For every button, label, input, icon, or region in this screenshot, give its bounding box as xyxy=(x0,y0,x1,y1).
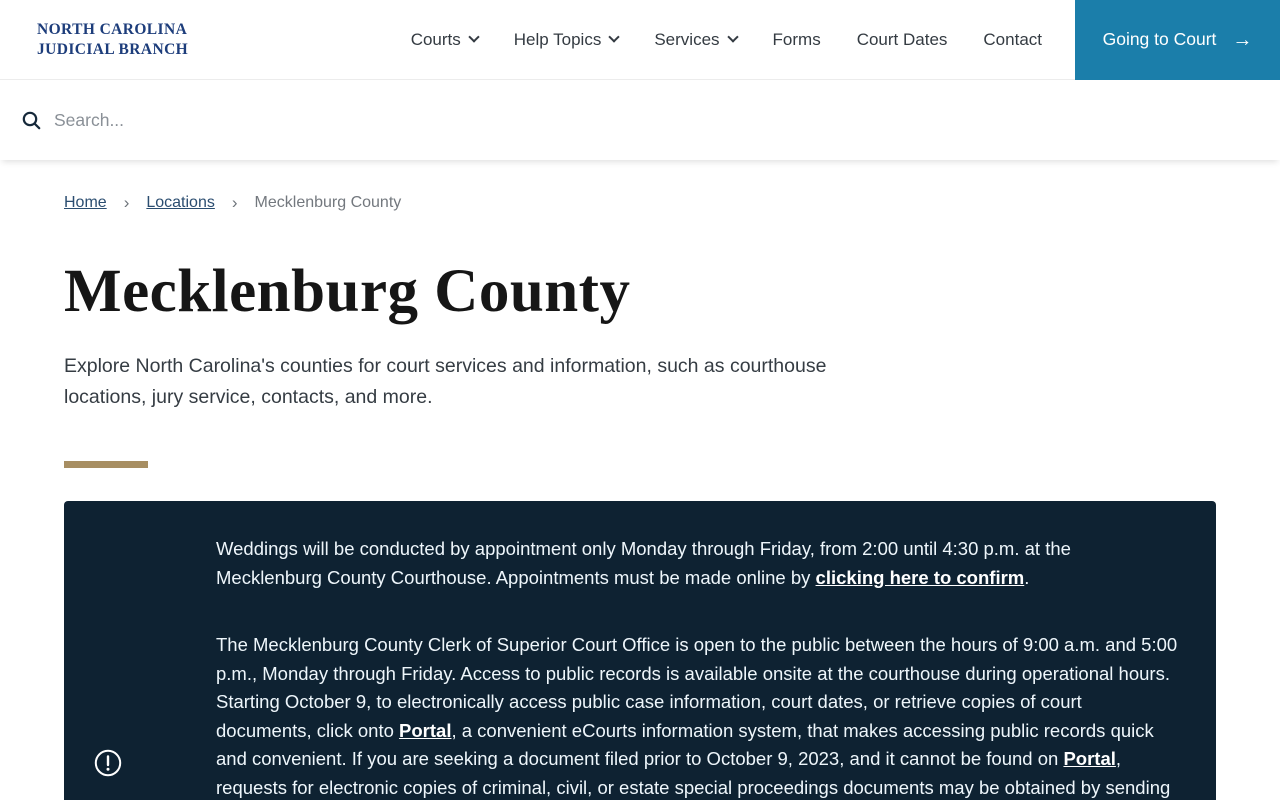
nav-item-forms[interactable] xyxy=(773,30,821,50)
alert-p2-text3: , requests for electronic copies of criminal, civil, or estate special proceedings documents may be obtained by sending xyxy=(216,748,1171,798)
nav-item-court-dates[interactable] xyxy=(857,30,948,50)
alert-p2-text2: , a convenient eCourts information system, that makes accessing public records quick and convenient. If you are seeking a document filed prior to October 9, 2023, and it cannot be found on xyxy=(216,719,1154,769)
chevron-down-icon xyxy=(609,31,620,42)
main-nav xyxy=(411,30,1042,50)
alert-icon xyxy=(94,749,122,777)
nav-item-contact-label: Contact xyxy=(983,29,1042,49)
logo-line2: JUDICIAL BRANCH xyxy=(37,40,189,58)
nav-item-contact[interactable] xyxy=(983,30,1042,50)
breadcrumb-current: Mecklenburg County xyxy=(254,194,402,211)
alert-paragraph-clerk-office xyxy=(216,631,1178,800)
nav-item-courts-label: Courts xyxy=(410,29,461,49)
logo-line1: NORTH CAROLINA xyxy=(37,21,188,39)
nav-item-services[interactable] xyxy=(654,30,736,50)
wedding-confirm-link[interactable]: clicking here to confirm xyxy=(815,566,1025,588)
divider-bar xyxy=(64,461,148,468)
going-to-court-button[interactable] xyxy=(1075,0,1280,80)
nav-item-help-topics-label: Help Topics xyxy=(513,29,602,49)
alert-p2-text1: The Mecklenburg County Clerk of Superior Court Office is open to the public between the hours of 9:00 a.m. and 5:00 p.m., Monday through Friday. Access to public records is available onsite at the courthouse during operational hours. Starting October 9, to electronically access public case information, court dates, or retrieve copies of court documents, click onto xyxy=(216,634,1178,741)
alert-p1-period: . xyxy=(1024,566,1030,588)
breadcrumb xyxy=(64,193,1280,213)
nav-item-courts[interactable] xyxy=(411,30,478,50)
nav-item-help-topics[interactable] xyxy=(514,30,619,50)
site-header xyxy=(0,0,1280,80)
breadcrumb-locations[interactable]: Locations xyxy=(146,194,215,211)
nav-item-services-label: Services xyxy=(654,29,720,49)
alert-banner xyxy=(64,501,1216,800)
main-content xyxy=(0,257,1280,800)
arrow-right-icon: → xyxy=(1232,28,1253,51)
chevron-down-icon xyxy=(727,31,738,42)
nav-item-forms-label: Forms xyxy=(772,29,821,49)
search-icon[interactable] xyxy=(22,111,41,130)
search-input[interactable] xyxy=(54,110,954,131)
alert-text xyxy=(216,535,1178,800)
breadcrumb-separator-icon: › xyxy=(231,193,238,212)
alert-p1-text: Weddings will be conducted by appointment only Monday through Friday, from 2:00 until 4:30 p.m. at the Mecklenburg County Courthouse. Appointments must be made online by xyxy=(216,538,1071,588)
page-intro: Explore North Carolina's counties for court services and information, such as courthouse locations, jury service, contacts, and more. xyxy=(64,355,827,408)
chevron-down-icon xyxy=(468,31,479,42)
search-bar xyxy=(0,80,1280,160)
site-logo[interactable] xyxy=(37,20,188,59)
breadcrumb-home[interactable]: Home xyxy=(64,194,107,211)
going-to-court-label: Going to Court xyxy=(1102,29,1217,49)
portal-link-2[interactable]: Portal xyxy=(1063,748,1116,769)
alert-paragraph-weddings xyxy=(216,535,1178,592)
portal-link[interactable]: Portal xyxy=(399,719,452,741)
page-title: Mecklenburg County xyxy=(64,258,631,325)
breadcrumb-separator-icon: › xyxy=(123,193,130,212)
nav-item-court-dates-label: Court Dates xyxy=(856,29,948,49)
